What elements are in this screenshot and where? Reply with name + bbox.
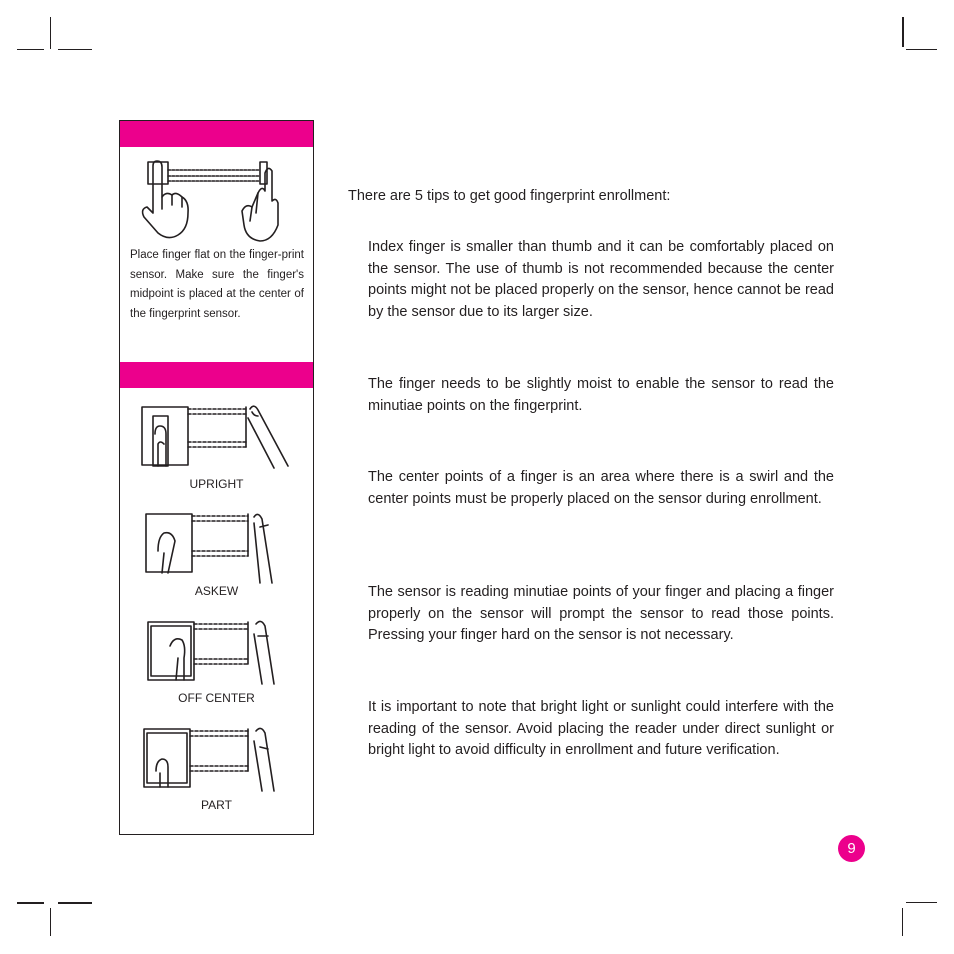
crop-mark (906, 49, 937, 50)
crop-mark (58, 902, 92, 904)
placement-caption: Place finger flat on the finger-print sensor. Make sure the finger's midpoint is placed at the center of the fingerprint sensor. (130, 249, 304, 320)
page-number: 9 (838, 835, 865, 862)
sidebar-section-bar (120, 362, 313, 388)
tip-5: It is important to note that bright light or sunlight could interfere with the reading of the sensor. Avoid placing the reader under direct sunlight or bright light to avoid difficulty in enrollment and future verification. (368, 699, 834, 759)
placement-label-part: PART (201, 798, 232, 812)
tip-3: The center points of a finger is an area where there is a swirl and the center points must be properly placed on the sensor during enrollment. (368, 469, 834, 507)
placement-label-off-center: OFF CENTER (178, 691, 255, 705)
tips-intro: There are 5 tips to get good fingerprint enrollment: (348, 188, 671, 204)
placement-label-upright: UPRIGHT (189, 477, 244, 491)
askew-finger-icon (120, 511, 313, 591)
crop-mark (50, 908, 51, 936)
finger-on-sensor-icon (120, 121, 313, 251)
tip-2: The finger needs to be slightly moist to enable the sensor to read the minutiae points on the fingerprint. (368, 376, 834, 414)
crop-mark (902, 17, 904, 47)
crop-mark (58, 49, 92, 50)
part-finger-icon (120, 725, 313, 805)
crop-mark (17, 902, 44, 904)
crop-mark (50, 17, 51, 49)
crop-mark (902, 908, 903, 936)
crop-mark (17, 49, 44, 50)
crop-mark (906, 902, 937, 903)
tip-1: Index finger is smaller than thumb and it can be comfortably placed on the sensor. The use of thumb is not recommended because the center points might not be placed properly on the sensor, hence cannot be read by the sensor due to its larger size. (368, 239, 834, 320)
placement-label-askew: ASKEW (194, 584, 239, 598)
off-center-finger-icon (120, 618, 313, 698)
upright-finger-icon (120, 404, 313, 484)
tip-4: The sensor is reading minutiae points of your finger and placing a finger properly on the sensor will prompt the sensor to read those points. Pressing your finger hard on the sensor is not necessary. (368, 584, 834, 644)
placement-sidebar (119, 120, 314, 835)
